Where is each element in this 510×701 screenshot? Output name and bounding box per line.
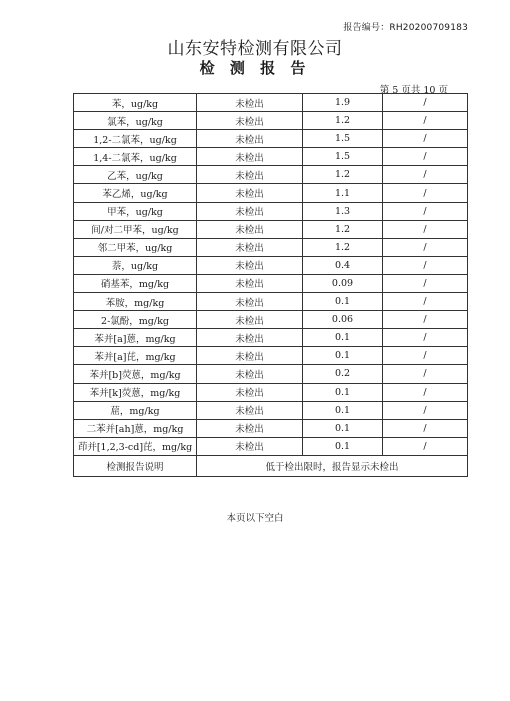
test-result-cell: 未检出 bbox=[197, 419, 303, 437]
table-row bbox=[74, 166, 468, 184]
test-result-cell: 未检出 bbox=[197, 202, 303, 220]
test-item-cell: 邻二甲苯，ug/kg bbox=[74, 238, 197, 256]
detection-limit-cell: 0.1 bbox=[303, 401, 383, 419]
standard-limit-cell: / bbox=[383, 437, 468, 455]
test-item-cell: 苯并[k]荧蒽，mg/kg bbox=[74, 383, 197, 401]
detection-limit-cell: 0.1 bbox=[303, 419, 383, 437]
standard-limit-cell: / bbox=[383, 311, 468, 329]
table-row bbox=[74, 238, 468, 256]
test-item-cell: 乙苯，ug/kg bbox=[74, 166, 197, 184]
detection-limit-cell: 1.5 bbox=[303, 148, 383, 166]
detection-limit-cell: 1.9 bbox=[303, 94, 383, 112]
test-result-cell: 未检出 bbox=[197, 256, 303, 274]
table-row bbox=[74, 419, 468, 437]
test-result-cell: 未检出 bbox=[197, 401, 303, 419]
test-result-cell: 未检出 bbox=[197, 148, 303, 166]
test-result-cell: 未检出 bbox=[197, 238, 303, 256]
detection-limit-cell: 0.09 bbox=[303, 274, 383, 292]
test-item-cell: 间/对二甲苯，ug/kg bbox=[74, 220, 197, 238]
test-item-cell: 䓛，mg/kg bbox=[74, 401, 197, 419]
table-row bbox=[74, 311, 468, 329]
results-table bbox=[73, 93, 468, 477]
standard-limit-cell: / bbox=[383, 94, 468, 112]
table-row bbox=[74, 329, 468, 347]
detection-limit-cell: 0.1 bbox=[303, 293, 383, 311]
document-title: 检 测 报 告 bbox=[199, 59, 311, 77]
test-item-cell: 1,4-二氯苯，ug/kg bbox=[74, 148, 197, 166]
test-result-cell: 未检出 bbox=[197, 94, 303, 112]
table-row bbox=[74, 293, 468, 311]
standard-limit-cell: / bbox=[383, 401, 468, 419]
test-item-cell: 苯，ug/kg bbox=[74, 94, 197, 112]
company-name: 山东安特检测有限公司 bbox=[167, 39, 343, 59]
detection-limit-cell: 0.1 bbox=[303, 329, 383, 347]
test-item-cell: 氯苯，ug/kg bbox=[74, 112, 197, 130]
test-item-cell: 苯并[a]芘，mg/kg bbox=[74, 347, 197, 365]
standard-limit-cell: / bbox=[383, 184, 468, 202]
table-row bbox=[74, 202, 468, 220]
table-row bbox=[74, 347, 468, 365]
standard-limit-cell: / bbox=[383, 220, 468, 238]
test-item-cell: 2-氯酚，mg/kg bbox=[74, 311, 197, 329]
test-result-cell: 未检出 bbox=[197, 365, 303, 383]
report-note-label: 检测报告说明 bbox=[74, 455, 197, 476]
test-result-cell: 未检出 bbox=[197, 274, 303, 292]
test-result-cell: 未检出 bbox=[197, 329, 303, 347]
detection-limit-cell: 1.2 bbox=[303, 238, 383, 256]
test-result-cell: 未检出 bbox=[197, 166, 303, 184]
table-row bbox=[74, 184, 468, 202]
detection-limit-cell: 0.1 bbox=[303, 383, 383, 401]
standard-limit-cell: / bbox=[383, 202, 468, 220]
test-result-cell: 未检出 bbox=[197, 437, 303, 455]
detection-limit-cell: 1.1 bbox=[303, 184, 383, 202]
test-item-cell: 1,2-二氯苯，ug/kg bbox=[74, 130, 197, 148]
test-item-cell: 二苯并[ah]蒽，mg/kg bbox=[74, 419, 197, 437]
standard-limit-cell: / bbox=[383, 383, 468, 401]
table-row bbox=[74, 148, 468, 166]
report-note-text: 低于检出限时，报告显示未检出 bbox=[197, 455, 468, 476]
standard-limit-cell: / bbox=[383, 166, 468, 184]
standard-limit-cell: / bbox=[383, 419, 468, 437]
standard-limit-cell: / bbox=[383, 256, 468, 274]
table-row bbox=[74, 256, 468, 274]
standard-limit-cell: / bbox=[383, 148, 468, 166]
detection-limit-cell: 1.5 bbox=[303, 130, 383, 148]
table-row bbox=[74, 112, 468, 130]
table-row bbox=[74, 437, 468, 455]
test-result-cell: 未检出 bbox=[197, 220, 303, 238]
detection-limit-cell: 0.2 bbox=[303, 365, 383, 383]
page-info: 第 5 页共 10 页 bbox=[379, 85, 448, 96]
table-row bbox=[74, 401, 468, 419]
standard-limit-cell: / bbox=[383, 329, 468, 347]
table-row bbox=[74, 383, 468, 401]
test-item-cell: 茚并[1,2,3-cd]芘，mg/kg bbox=[74, 437, 197, 455]
detection-limit-cell: 1.2 bbox=[303, 112, 383, 130]
report-number: 报告编号：RH20200709183 bbox=[343, 23, 468, 33]
results-table-body bbox=[74, 94, 468, 477]
table-row bbox=[74, 274, 468, 292]
detection-limit-cell: 1.2 bbox=[303, 220, 383, 238]
test-item-cell: 苯并[b]荧蒽，mg/kg bbox=[74, 365, 197, 383]
test-result-cell: 未检出 bbox=[197, 130, 303, 148]
standard-limit-cell: / bbox=[383, 238, 468, 256]
table-row bbox=[74, 220, 468, 238]
test-item-cell: 苯并[a]蒽，mg/kg bbox=[74, 329, 197, 347]
test-result-cell: 未检出 bbox=[197, 311, 303, 329]
standard-limit-cell: / bbox=[383, 347, 468, 365]
table-row bbox=[74, 94, 468, 112]
test-item-cell: 硝基苯，mg/kg bbox=[74, 274, 197, 292]
detection-limit-cell: 0.1 bbox=[303, 347, 383, 365]
detection-limit-cell: 0.1 bbox=[303, 437, 383, 455]
detection-limit-cell: 1.3 bbox=[303, 202, 383, 220]
detection-limit-cell: 0.4 bbox=[303, 256, 383, 274]
standard-limit-cell: / bbox=[383, 112, 468, 130]
test-result-cell: 未检出 bbox=[197, 383, 303, 401]
standard-limit-cell: / bbox=[383, 130, 468, 148]
detection-limit-cell: 1.2 bbox=[303, 166, 383, 184]
detection-limit-cell: 0.06 bbox=[303, 311, 383, 329]
report-note-row bbox=[74, 455, 468, 476]
blank-page-note: 本页以下空白 bbox=[226, 513, 284, 524]
test-item-cell: 苯胺，mg/kg bbox=[74, 293, 197, 311]
test-result-cell: 未检出 bbox=[197, 293, 303, 311]
standard-limit-cell: / bbox=[383, 274, 468, 292]
test-item-cell: 萘，ug/kg bbox=[74, 256, 197, 274]
test-result-cell: 未检出 bbox=[197, 347, 303, 365]
test-result-cell: 未检出 bbox=[197, 112, 303, 130]
table-row bbox=[74, 130, 468, 148]
standard-limit-cell: / bbox=[383, 365, 468, 383]
test-item-cell: 甲苯，ug/kg bbox=[74, 202, 197, 220]
standard-limit-cell: / bbox=[383, 293, 468, 311]
test-result-cell: 未检出 bbox=[197, 184, 303, 202]
test-item-cell: 苯乙烯，ug/kg bbox=[74, 184, 197, 202]
table-row bbox=[74, 365, 468, 383]
